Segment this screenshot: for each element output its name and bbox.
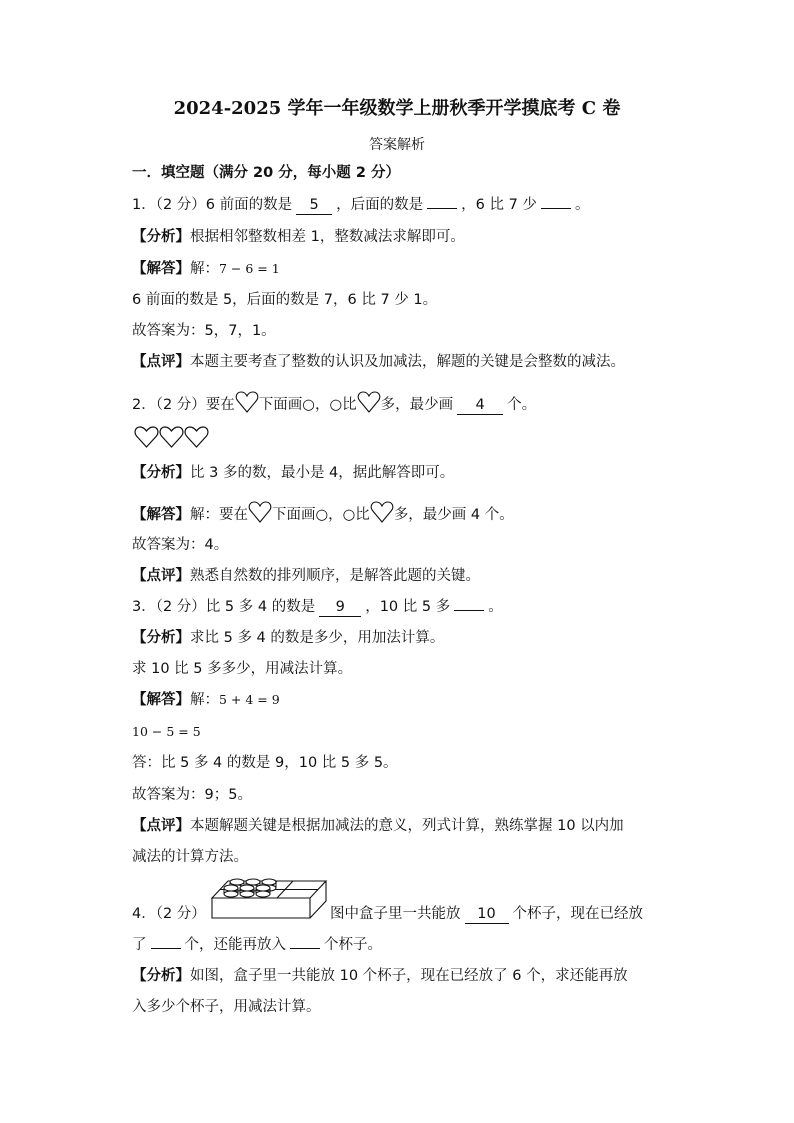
q4-analysis-text-1: 如图，盒子里一共能放 10 个杯子，现在已经放了 6 个，求还能再放	[190, 968, 628, 984]
cup-box-figure	[210, 872, 328, 920]
q3-stem-c: 。	[488, 599, 503, 615]
q1-answer-prefix: 解：	[190, 261, 219, 277]
heart-icon	[248, 501, 272, 523]
q1-final-answer: 故答案为：5，7，1。	[132, 323, 276, 339]
q2-answer	[132, 501, 514, 525]
comment-label: 【点评】	[132, 818, 190, 834]
analysis-label: 【分析】	[132, 968, 190, 984]
q2-blank: 4	[457, 397, 503, 415]
q4-stem-b: 图中盒子里一共能放	[330, 906, 461, 922]
box-side	[310, 881, 326, 918]
q4-stem-f: 个杯子。	[324, 937, 382, 953]
q2-analysis-text: 比 3 多的数，最小是 4，据此解答即可。	[190, 465, 455, 481]
heart-icon	[185, 427, 208, 447]
q1-blank-1: 5	[296, 197, 332, 215]
q3-answer-prefix: 解：	[190, 692, 219, 708]
q3-final-answer: 故答案为：9；5。	[132, 787, 252, 803]
answer-label: 【解答】	[132, 507, 190, 523]
box-front	[212, 898, 310, 918]
question-3-stem	[132, 597, 503, 617]
q3-formula-2: 10 − 5 = 5	[132, 724, 201, 739]
question-1-stem	[132, 195, 589, 215]
q3-answer-line: 答：比 5 多 4 的数是 9，10 比 5 多 5。	[132, 755, 398, 771]
comment-label: 【点评】	[132, 354, 190, 370]
analysis-label: 【分析】	[132, 465, 190, 481]
q2-stem-d: 个。	[507, 397, 537, 413]
q3-comment	[132, 816, 624, 836]
q1-comment-text: 本题主要考查了整数的认识及加减法，解题的关键是会整数的减法。	[190, 354, 625, 370]
answer-label: 【解答】	[132, 692, 190, 708]
document-subtitle: 答案解析	[369, 137, 425, 153]
heart-icon	[135, 427, 158, 447]
q2-stem-b: 下面画○，○比	[258, 397, 357, 413]
q1-formula: 7 − 6 = 1	[219, 261, 280, 276]
question-4-stem	[330, 904, 643, 924]
q1-comment	[132, 352, 625, 372]
q4-stem-d: 了	[132, 937, 147, 953]
answer-label: 【解答】	[132, 261, 190, 277]
q2-analysis	[132, 463, 454, 483]
q4-stem-e: 个，还能再放入	[184, 937, 286, 953]
q1-stem-d: 。	[574, 197, 590, 213]
q1-stem-c: ，6 比 7 少	[461, 197, 537, 213]
q1-analysis-text: 根据相邻整数相差 1，整数减法求解即可。	[190, 229, 465, 245]
q2-comment	[132, 566, 480, 586]
q3-stem-a: 3．（2 分）比 5 多 4 的数是	[132, 599, 316, 615]
q3-comment-line-2: 减法的计算方法。	[132, 849, 248, 865]
heart-icon	[235, 391, 259, 413]
heart-icon	[357, 391, 381, 413]
heart-icon	[160, 427, 183, 447]
q1-answer-line: 6 前面的数是 5，后面的数是 7，6 比 7 少 1。	[132, 292, 438, 308]
q3-analysis-line-2: 求 10 比 5 多多少，用减法计算。	[132, 661, 353, 677]
q3-comment-text-1: 本题解题关键是根据加减法的意义，列式计算，熟练掌握 10 以内加	[190, 818, 624, 834]
three-hearts-figure	[134, 425, 210, 449]
comment-label: 【点评】	[132, 568, 190, 584]
q4-stem-c: 个杯子，现在已经放	[512, 906, 643, 922]
q1-stem-b: ，后面的数是	[336, 197, 424, 213]
q3-answer	[132, 690, 280, 710]
q3-blank-1: 9	[319, 599, 361, 617]
q2-answer-a: 解：要在	[190, 507, 248, 523]
q1-answer	[132, 259, 280, 279]
q2-stem-c: 多，最少画	[380, 397, 454, 413]
q1-blank-3	[541, 208, 571, 209]
q4-blank-3	[290, 948, 320, 949]
q2-comment-text: 熟悉自然数的排列顺序，是解答此题的关键。	[190, 568, 480, 584]
question-2-stem	[132, 391, 536, 415]
q1-blank-2	[427, 208, 457, 209]
q1-stem-a: 1．（2 分）6 前面的数是	[132, 197, 293, 213]
q3-analysis	[132, 628, 444, 648]
q3-blank-2	[454, 610, 484, 611]
q2-final-answer: 故答案为：4。	[132, 537, 229, 553]
q3-formula-1: 5 + 4 = 9	[219, 692, 280, 707]
q4-analysis	[132, 966, 628, 986]
q4-blank-2	[151, 948, 181, 949]
q2-stem-a: 2．（2 分）要在	[132, 397, 235, 413]
q1-analysis	[132, 227, 465, 247]
q2-answer-c: 多，最少画 4 个。	[393, 507, 514, 523]
q3-stem-b: ，10 比 5 多	[365, 599, 451, 615]
heart-icon	[370, 501, 394, 523]
q4-stem-a: 4．（2 分）	[132, 906, 206, 922]
q4-analysis-line-2: 入多少个杯子，用减法计算。	[132, 999, 321, 1015]
analysis-label: 【分析】	[132, 229, 190, 245]
question-4-stem-line-2	[132, 935, 382, 955]
q3-analysis-text-1: 求比 5 多 4 的数是多少，用加法计算。	[190, 630, 445, 646]
q2-answer-b: 下面画○，○比	[272, 507, 370, 523]
q4-blank-1: 10	[465, 906, 509, 924]
section-heading: 一．填空题（满分 20 分，每小题 2 分）	[132, 165, 400, 181]
analysis-label: 【分析】	[132, 630, 190, 646]
document-title: 2024-2025 学年一年级数学上册秋季开学摸底考 C 卷	[173, 98, 621, 119]
